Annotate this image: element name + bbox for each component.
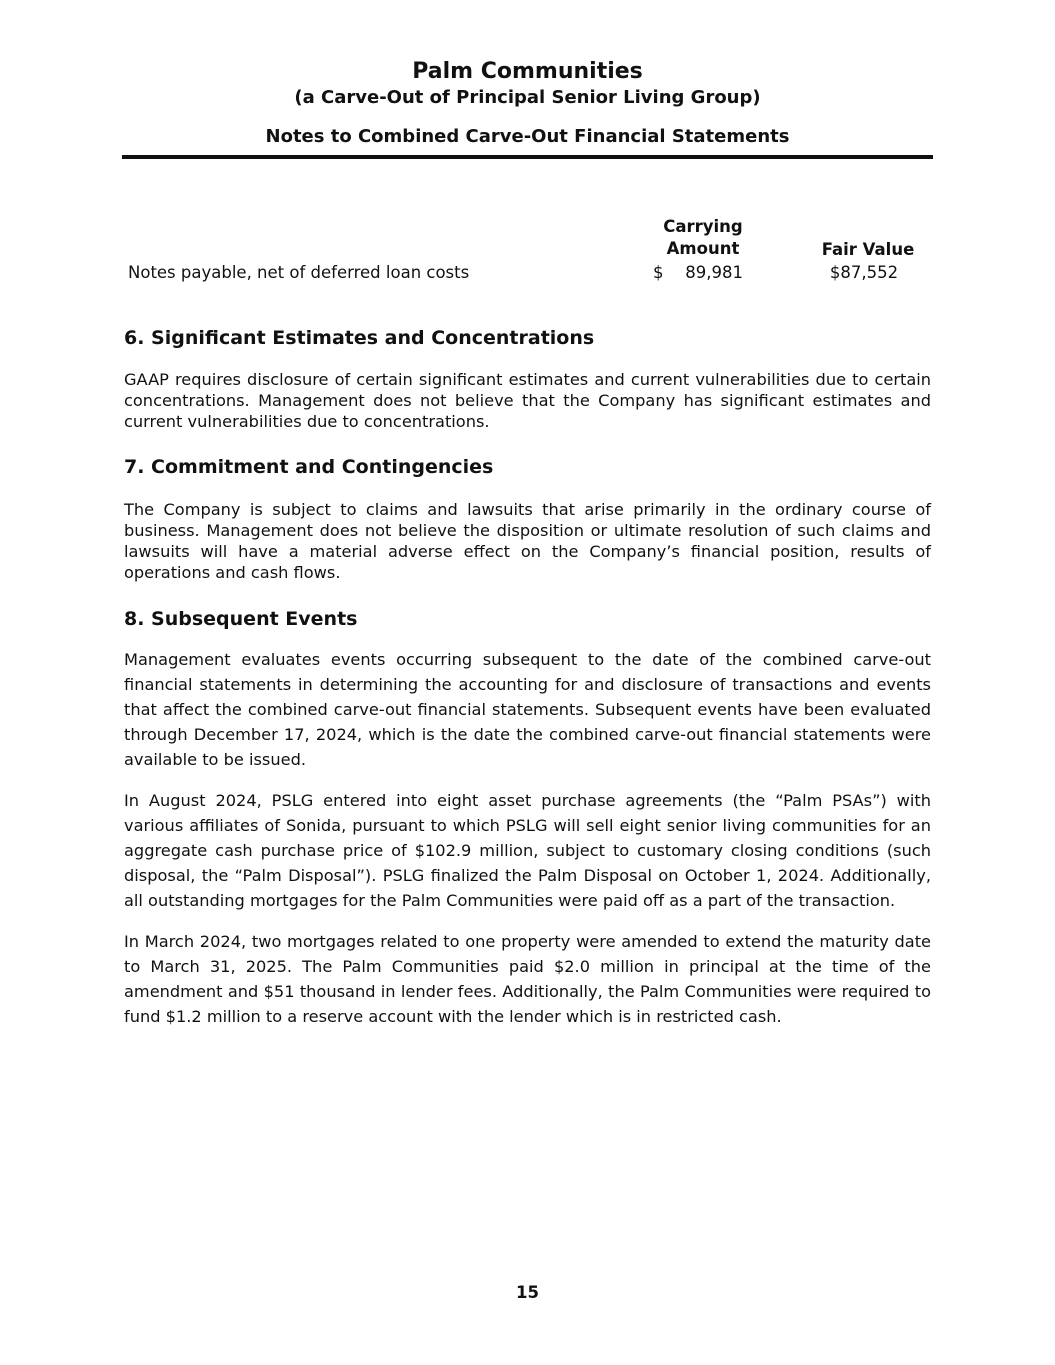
column-header-carrying-line1: Carrying: [663, 217, 743, 236]
section-commitments-contingencies: [124, 454, 931, 583]
section-paragraph: GAAP requires disclosure of certain significant estimates and current vulnerabilities due to certain concentrations. Management does not believe that the Company has significant estimates and current vulnerabilities due to concentrations.: [124, 370, 931, 431]
table-row-label: Notes payable, net of deferred loan costs: [128, 263, 470, 282]
table-cell-fair-value: $87,552: [829, 263, 899, 282]
page-number: 15: [516, 1283, 539, 1302]
company-subtitle: (a Carve-Out of Principal Senior Living Group): [294, 87, 761, 108]
header-divider: [122, 155, 933, 159]
section-heading: 6. Significant Estimates and Concentrations: [124, 327, 595, 349]
section-paragraph: In March 2024, two mortgages related to one property were amended to extend the maturity date to March 31, 2025. The Palm Communities paid $2.0 million in principal at the time of the amendment and $51 thousand in lender fees. Additionally, the Palm Communities were required to fund $1.2 million to a reserve account with the lender which is in restricted cash.: [124, 932, 931, 1026]
section-significant-estimates: [124, 325, 931, 432]
column-header-carrying-line2: Amount: [666, 239, 740, 258]
section-paragraph: In August 2024, PSLG entered into eight asset purchase agreements (the “Palm PSAs”) with various affiliates of Sonida, pursuant to which PSLG will sell eight senior living communities for an aggregate cash purchase price of $102.9 million, subject to customary closing conditions (such disposal, the “Palm Disposal”). PSLG finalized the Palm Disposal on October 1, 2024. Additionally, all outstanding mortgages for the Palm Communities were paid off as a part of the transaction.: [124, 791, 931, 910]
table-cell-carrying-amount: 89,981: [685, 263, 743, 282]
section-paragraph: Management evaluates events occurring subsequent to the date of the combined carve-out financial statements in determining the accounting for and disclosure of transactions and events that affect the combined carve-out financial statements. Subsequent events have been evaluated through December 17, 2024, which is the date the combined carve-out financial statements were available to be issued.: [124, 650, 931, 769]
column-header-fair-value: Fair Value: [821, 240, 915, 259]
section-subsequent-events: [124, 606, 931, 1029]
section-paragraph: The Company is subject to claims and lawsuits that arise primarily in the ordinary course of business. Management does not believe the disposition or ultimate resolution of such claims and lawsuits will have a material adverse effect on the Company’s financial position, results of operations and cash flows.: [124, 500, 931, 582]
notes-title: Notes to Combined Carve-Out Financial Statements: [265, 126, 790, 147]
column-header-carrying-amount: [658, 213, 748, 263]
page-header: [122, 58, 933, 149]
section-heading: 8. Subsequent Events: [124, 608, 358, 630]
company-name: Palm Communities: [412, 59, 643, 84]
section-heading: 7. Commitment and Contingencies: [124, 456, 494, 478]
table-cell-currency: $: [653, 263, 664, 282]
